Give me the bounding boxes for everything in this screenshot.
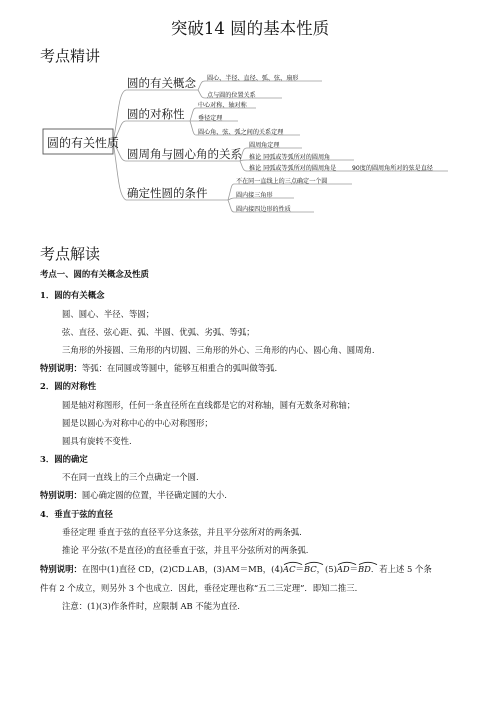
mindmap-leaf: 垂径定理 bbox=[198, 115, 223, 122]
mindmap-leaf: 圆心、半径、直径、弧、弦、扇形 bbox=[207, 75, 299, 82]
body-text: 注意：(1)(3)作条件时，应限制 AB 不能为直径. bbox=[62, 601, 240, 611]
arc-mark-icon bbox=[283, 561, 303, 565]
mindmap-leaf: 圆周角定理 bbox=[249, 142, 280, 149]
body-text: 圆、圆心、半径、等圆； bbox=[62, 309, 155, 319]
section-heading-key-points: 考点精讲 bbox=[40, 47, 101, 65]
subsection-title: 4．垂直于弦的直径 bbox=[40, 509, 113, 519]
kp1-title: 考点一、圆的有关概念及性质 bbox=[40, 269, 149, 279]
arc-mark-icon bbox=[304, 561, 324, 565]
special-note: 特别说明：在图中(1)直径 CD，(2)CD⊥AB，(3)AM＝MB，(4) AC＝ BC，(5) AD＝ BD．若上述 5 个条 bbox=[40, 565, 432, 573]
mindmap-leaf: 90度的圆周角所对的弦是直径 bbox=[352, 165, 433, 172]
body-text: 三角形的外接圆、三角形的内切圆、三角形的外心、三角形的内心、圆心角、圆周角. bbox=[62, 345, 375, 355]
special-note-text: 在图中(1)直径 CD，(2)CD⊥AB，(3)AM＝MB，(4) bbox=[81, 564, 284, 574]
mindmap-branch-determination: 确定性圆的条件 bbox=[127, 186, 208, 200]
body-text: 推论 平分弦(不是直径)的直径垂直于弦，并且平分弦所对的两条弧. bbox=[62, 545, 309, 555]
mindmap-leaf: 推论 同弧或等弧所对的圆周角 bbox=[249, 154, 331, 161]
subsection-title: 2．圆的对称性 bbox=[40, 381, 97, 391]
special-note bbox=[40, 364, 277, 372]
body-text: 圆是以圆心为对称中心的中心对称图形； bbox=[62, 418, 213, 428]
mindmap-branch-symmetry: 圆的对称性 bbox=[127, 107, 185, 121]
document-title: 突破14 圆的基本性质 bbox=[170, 19, 330, 38]
body-text: 圆是轴对称图形，任何一条直径所在直线都是它的对称轴，圆有无数条对称轴； bbox=[62, 400, 356, 410]
body-text: 件有 2 个成立，则另外 3 个也成立．因此，垂径定理也称“五二三定理”．即知二推三. bbox=[40, 583, 358, 593]
arc-ad: AD bbox=[337, 565, 350, 573]
arc-bd: BD bbox=[358, 565, 371, 573]
mindmap-leaf: 圆心角、弦、弧之间的关系定理 bbox=[198, 129, 284, 136]
mindmap-leaf: 圆内接四边形的性质 bbox=[236, 206, 291, 213]
mindmap-leaf: 不在同一直线上的三点确定一个圆 bbox=[236, 178, 328, 185]
mindmap-branch-angles: 圆周角与圆心角的关系 bbox=[127, 147, 242, 161]
section-heading-interpretation: 考点解读 bbox=[40, 245, 101, 263]
special-note-label: 特别说明： bbox=[40, 363, 82, 373]
mindmap-leaf: 点与圆的位置关系 bbox=[207, 92, 256, 99]
body-text: 圆具有旋转不变性. bbox=[62, 436, 132, 446]
arc-bc: BC bbox=[304, 565, 317, 573]
arc-mark-icon bbox=[358, 561, 378, 565]
special-note-text: 圆心确定圆的位置，半径确定圆的大小. bbox=[81, 490, 227, 500]
subsection-title: 1．圆的有关概念 bbox=[40, 290, 105, 300]
arc-ac: AC bbox=[283, 565, 295, 573]
mindmap-leaf: 推论 同弧或等弧所对的圆周角是 bbox=[249, 165, 337, 172]
special-note-label: 特别说明： bbox=[40, 564, 82, 574]
body-text: 弦、直径、弦心距、弧、半圆、优弧、劣弧、等弧； bbox=[62, 327, 255, 337]
arc-mark-icon bbox=[337, 561, 357, 565]
mindmap-leaf: 中心对称、轴对称 bbox=[198, 102, 247, 109]
mindmap-branch-concepts: 圆的有关概念 bbox=[127, 76, 196, 90]
body-text: 垂径定理 垂直于弦的直径平分这条弦，并且平分弦所对的两条弧. bbox=[62, 527, 302, 537]
mindmap-root: 圆的有关性质 bbox=[47, 136, 120, 150]
mindmap-leaf: 圆内接三角形 bbox=[236, 192, 273, 199]
special-note-text: 等弧：在同圆或等圆中，能够互相重合的弧叫做等弧. bbox=[81, 363, 278, 373]
special-note bbox=[40, 491, 227, 499]
special-note-label: 特别说明： bbox=[40, 490, 82, 500]
subsection-title: 3．圆的确定 bbox=[40, 454, 88, 464]
body-text: 不在同一直线上的三个点确定一个圆. bbox=[62, 472, 199, 482]
